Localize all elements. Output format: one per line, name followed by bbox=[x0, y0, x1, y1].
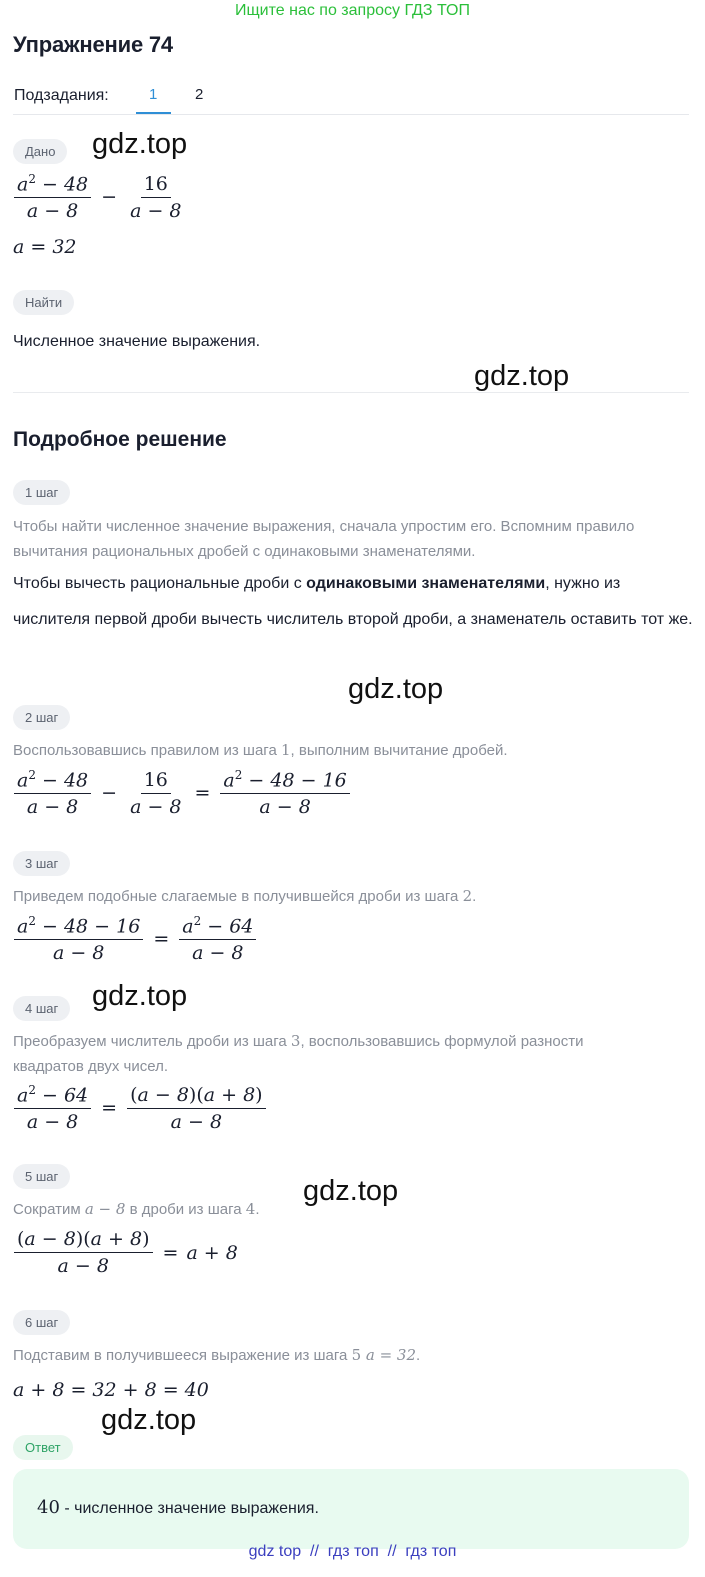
watermark: gdz.top bbox=[92, 980, 188, 1012]
watermark: gdz.top bbox=[101, 1404, 197, 1436]
step-3-chip: 3 шаг bbox=[13, 851, 70, 876]
given-chip: Дано bbox=[13, 139, 67, 164]
step-3-text: Приведем подобные слагаемые в получившейся дроби из шага 2. bbox=[13, 887, 477, 905]
step-6-result: a + 8 = 32 + 8 = 40 bbox=[13, 1379, 209, 1401]
find-text: Численное значение выражения. bbox=[13, 333, 261, 350]
tab-subtask-1[interactable]: 1 bbox=[149, 86, 158, 103]
step-2-chip: 2 шаг bbox=[13, 705, 70, 730]
step-2-text: Воспользовавшись правилом из шага 1, выполним вычитание дробей. bbox=[13, 741, 508, 759]
solution-title: Подробное решение bbox=[13, 428, 227, 451]
given-value: a = 32 bbox=[13, 236, 77, 258]
answer-chip: Ответ bbox=[13, 1435, 73, 1460]
step-5-text: Сократим a − 8 в дроби из шага 4. bbox=[13, 1200, 260, 1218]
watermark: gdz.top bbox=[348, 673, 444, 705]
find-chip: Найти bbox=[13, 290, 74, 315]
watermark: gdz.top bbox=[303, 1175, 399, 1207]
given-expression: $\frac{a^2 - 48}{a - 8}$ − $\frac{16}{a - 8}$ bbox=[12, 172, 187, 222]
step-2-expression: $\frac{a^2 - 48}{a - 8}$ − $\frac{16}{a - 8}$ = $\frac{a^2 - 48 - 16}{a - 8}$ bbox=[12, 768, 352, 818]
step-6-text: Подставим в получившееся выражение из шага 5 a = 32. bbox=[13, 1346, 421, 1364]
footer-links[interactable]: gdz top // гдз топ // гдз топ bbox=[248, 1543, 457, 1560]
tabs-divider bbox=[13, 114, 689, 115]
step-4-chip: 4 шаг bbox=[13, 996, 70, 1021]
step-5-chip: 5 шаг bbox=[13, 1164, 70, 1189]
section-divider bbox=[13, 392, 689, 393]
search-banner: Ищите нас по запросу ГДЗ ТОП bbox=[235, 2, 470, 19]
step-4-text: Преобразуем числитель дроби из шага 3, воспользовавшись формулой разности квадратов двух чисел. bbox=[13, 1032, 584, 1075]
subtraction-rule: Чтобы вычесть рациональные дроби с одинаковыми знаменателями, нужно из числителя первой дроби вычесть числитель второй дроби, а знаменатель оставить тот же. bbox=[13, 575, 693, 628]
tab-subtask-2[interactable]: 2 bbox=[195, 86, 204, 103]
subtasks-label: Подзадания: bbox=[14, 87, 109, 104]
step-6-chip: 6 шаг bbox=[13, 1310, 70, 1335]
watermark: gdz.top bbox=[474, 360, 570, 392]
step-1-chip: 1 шаг bbox=[13, 480, 70, 505]
step-5-expression: $\frac{(a - 8)(a + 8)}{a - 8}$ = a + 8 bbox=[12, 1228, 238, 1277]
step-1-text: Чтобы найти численное значение выражения, сначала упростим его. Вспомним правило вычитания рациональных дробей с одинаковыми знаменателями. bbox=[13, 518, 635, 560]
watermark: gdz.top bbox=[92, 128, 188, 160]
step-4-expression: $\frac{a^2 - 64}{a - 8}$ = $\frac{(a - 8)(a + 8)}{a - 8}$ bbox=[12, 1083, 268, 1133]
answer-text: 40 - численное значение выражения. bbox=[37, 1497, 319, 1518]
step-3-expression: $\frac{a^2 - 48 - 16}{a - 8}$ = $\frac{a^2 - 64}{a - 8}$ bbox=[12, 914, 258, 964]
page-title: Упражнение 74 bbox=[13, 32, 173, 57]
